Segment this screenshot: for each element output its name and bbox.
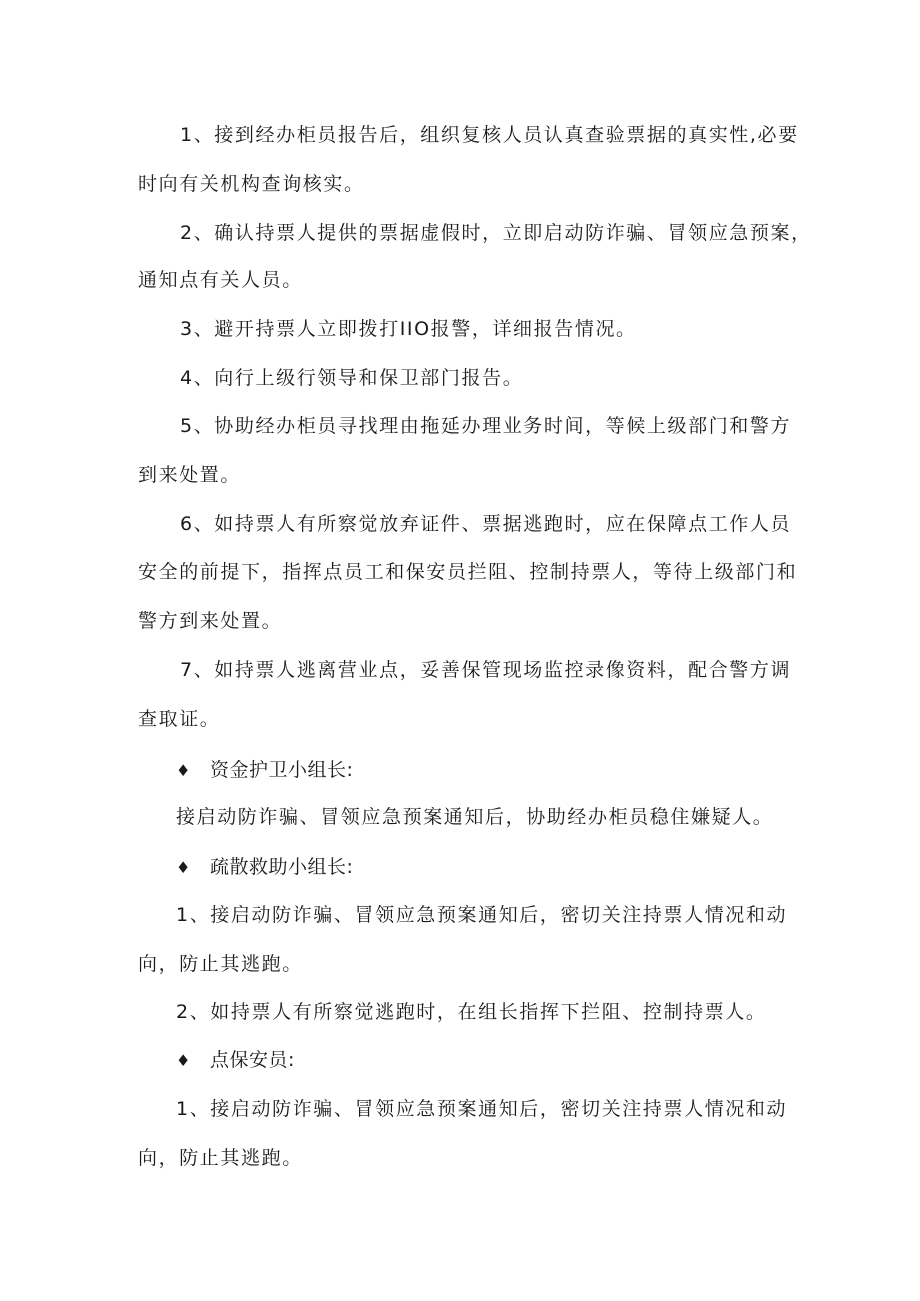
section-heading-evacuation xyxy=(176,855,353,880)
section-heading-security-guard xyxy=(176,1048,295,1073)
paragraph-7-line-2: 查取证。 xyxy=(138,708,221,730)
paragraph-7-line-1: 7、如持票人逃离营业点，妥善保管现场监控录像资料，配合警方调 xyxy=(180,659,792,681)
diamond-bullet-icon: ♦ xyxy=(176,761,191,780)
section-2-item-1-line-2: 向，防止其逃跑。 xyxy=(138,953,303,975)
paragraph-6-line-2: 安全的前提下，指挥点员工和保安员拦阻、控制持票人，等待上级部门和 xyxy=(138,561,798,583)
section-title: 点保安员: xyxy=(210,1049,295,1071)
paragraph-5-line-1: 5、协助经办柜员寻找理由拖延办理业务时间，等候上级部门和警方 xyxy=(180,415,792,437)
section-heading-fund-guard xyxy=(176,758,353,783)
paragraph-2-line-1: 2、确认持票人提供的票据虚假时，立即启动防诈骗、冒领应急预案， xyxy=(180,222,812,244)
section-title: 资金护卫小组长: xyxy=(210,759,354,781)
paragraph-5-line-2: 到来处置。 xyxy=(138,464,242,486)
section-3-item-1-line-2: 向，防止其逃跑。 xyxy=(138,1147,303,1169)
paragraph-6-line-1: 6、如持票人有所察觉放弃证件、票据逃跑时，应在保障点工作人员 xyxy=(180,513,792,535)
paragraph-3-line-1: 3、避开持票人立即拨打IIO报警，详细报告情况。 xyxy=(180,318,637,340)
section-3-item-1-line-1: 1、接启动防诈骗、冒领应急预案通知后，密切关注持票人情况和动 xyxy=(176,1098,788,1120)
section-title: 疏散救助小组长: xyxy=(210,856,354,878)
paragraph-1-line-1: 1、接到经办柜员报告后，组织复核人员认真查验票据的真实性,必要 xyxy=(180,124,799,146)
diamond-bullet-icon: ♦ xyxy=(176,858,191,877)
section-2-item-2-line-1: 2、如持票人有所察觉逃跑时，在组长指挥下拦阻、控制持票人。 xyxy=(176,1001,767,1023)
paragraph-1-line-2: 时向有关机构查询核实。 xyxy=(138,173,365,195)
diamond-bullet-icon: ♦ xyxy=(176,1051,191,1070)
section-1-item-1-line-1: 接启动防诈骗、冒领应急预案通知后，协助经办柜员稳住嫌疑人。 xyxy=(176,806,774,828)
paragraph-4-line-1: 4、向行上级行领导和保卫部门报告。 xyxy=(180,367,524,389)
section-2-item-1-line-1: 1、接启动防诈骗、冒领应急预案通知后，密切关注持票人情况和动 xyxy=(176,904,788,926)
paragraph-6-line-3: 警方到来处置。 xyxy=(138,610,283,632)
paragraph-2-line-2: 通知点有关人员。 xyxy=(138,269,303,291)
